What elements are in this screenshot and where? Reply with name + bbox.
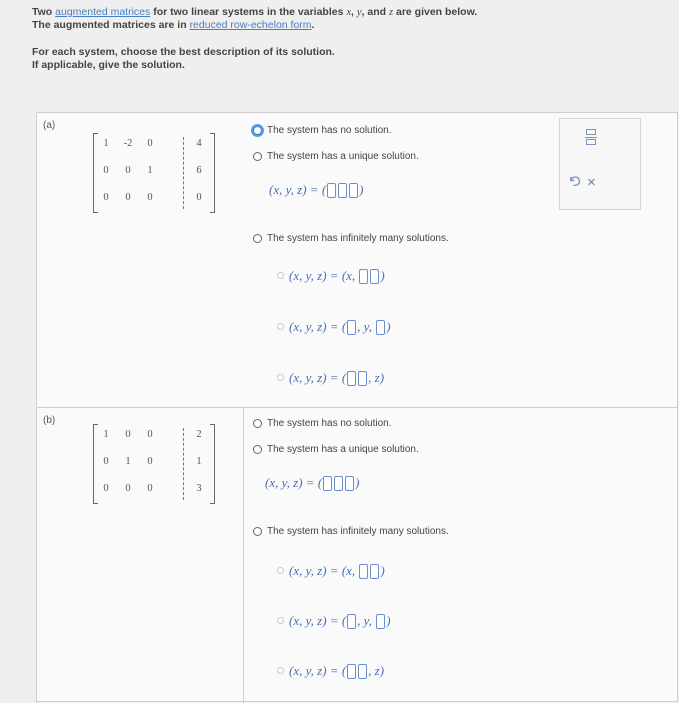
intro-line-1: Two augmented matrices for two linear systems in the variables x, y, and z are given below. (32, 6, 478, 18)
option-a-unique[interactable]: The system has a unique solution. (253, 151, 419, 162)
radio-a-no-solution[interactable] (253, 126, 262, 135)
answer-box-y[interactable] (334, 476, 343, 491)
unique-solution-a: (x, y, z) = ( ) (269, 182, 364, 198)
answer-box-z[interactable] (370, 269, 379, 284)
answer-box-x[interactable] (347, 664, 356, 679)
radio-b-param-2[interactable] (277, 617, 284, 624)
answer-box-z[interactable] (370, 564, 379, 579)
matrix-a: 1 -2 0 4 0 0 1 6 0 0 0 0 (93, 133, 215, 213)
param-option-b-3[interactable]: (x, y, z) = ( , z) (277, 662, 384, 679)
answer-box-z[interactable] (349, 183, 358, 198)
answer-box-x[interactable] (323, 476, 332, 491)
radio-a-unique[interactable] (253, 152, 262, 161)
param-option-a-1[interactable]: (x, y, z) = (x, ) (277, 267, 385, 284)
option-b-no-solution[interactable]: The system has no solution. (253, 418, 392, 429)
answer-box-y[interactable] (359, 269, 368, 284)
answer-box-y[interactable] (358, 371, 367, 386)
param-option-b-1[interactable]: (x, y, z) = (x, ) (277, 562, 385, 579)
intro-line-4: If applicable, give the solution. (32, 59, 185, 71)
unique-solution-b: (x, y, z) = ( ) (265, 475, 360, 491)
intro-line-2: The augmented matrices are in reduced row-echelon form. (32, 19, 315, 31)
instructions (32, 6, 477, 72)
radio-a-infinite[interactable] (253, 234, 262, 243)
radio-b-unique[interactable] (253, 445, 262, 454)
problem-b-label: (b) (43, 415, 56, 426)
option-b-unique[interactable]: The system has a unique solution. (253, 444, 419, 455)
option-a-no-solution[interactable]: The system has no solution. (253, 125, 392, 136)
fraction-icon[interactable] (586, 129, 596, 145)
answer-box-z[interactable] (376, 320, 385, 335)
undo-icon[interactable] (568, 174, 581, 187)
answer-box-x[interactable] (347, 320, 356, 335)
close-icon[interactable]: × (587, 174, 596, 191)
param-option-a-2[interactable]: (x, y, z) = ( , y, ) (277, 318, 391, 335)
intro-line-3: For each system, choose the best description of its solution. (32, 46, 335, 58)
radio-b-infinite[interactable] (253, 527, 262, 536)
radio-b-param-3[interactable] (277, 667, 284, 674)
matrix-b: 1 0 0 2 0 1 0 1 0 0 0 3 (93, 424, 215, 504)
radio-a-param-3[interactable] (277, 374, 284, 381)
answer-box-y[interactable] (338, 183, 347, 198)
rref-link[interactable]: reduced row-echelon form (189, 19, 312, 31)
option-a-infinite[interactable]: The system has infinitely many solutions. (253, 233, 449, 244)
problem-a-label: (a) (43, 120, 56, 131)
param-option-b-2[interactable]: (x, y, z) = ( , y, ) (277, 612, 391, 629)
answer-box-y[interactable] (359, 564, 368, 579)
radio-a-param-1[interactable] (277, 272, 284, 279)
answer-box-z[interactable] (345, 476, 354, 491)
augmented-matrices-link[interactable]: augmented matrices (55, 6, 151, 18)
answer-box-x[interactable] (347, 614, 356, 629)
param-option-a-3[interactable]: (x, y, z) = ( , z) (277, 369, 384, 386)
answer-toolbar (559, 118, 641, 210)
radio-b-param-1[interactable] (277, 567, 284, 574)
answer-box-x[interactable] (327, 183, 336, 198)
problem-b (37, 408, 677, 703)
option-b-infinite[interactable]: The system has infinitely many solutions. (253, 526, 449, 537)
answer-box-y[interactable] (358, 664, 367, 679)
radio-b-no-solution[interactable] (253, 419, 262, 428)
answer-box-z[interactable] (376, 614, 385, 629)
answer-box-x[interactable] (347, 371, 356, 386)
radio-a-param-2[interactable] (277, 323, 284, 330)
